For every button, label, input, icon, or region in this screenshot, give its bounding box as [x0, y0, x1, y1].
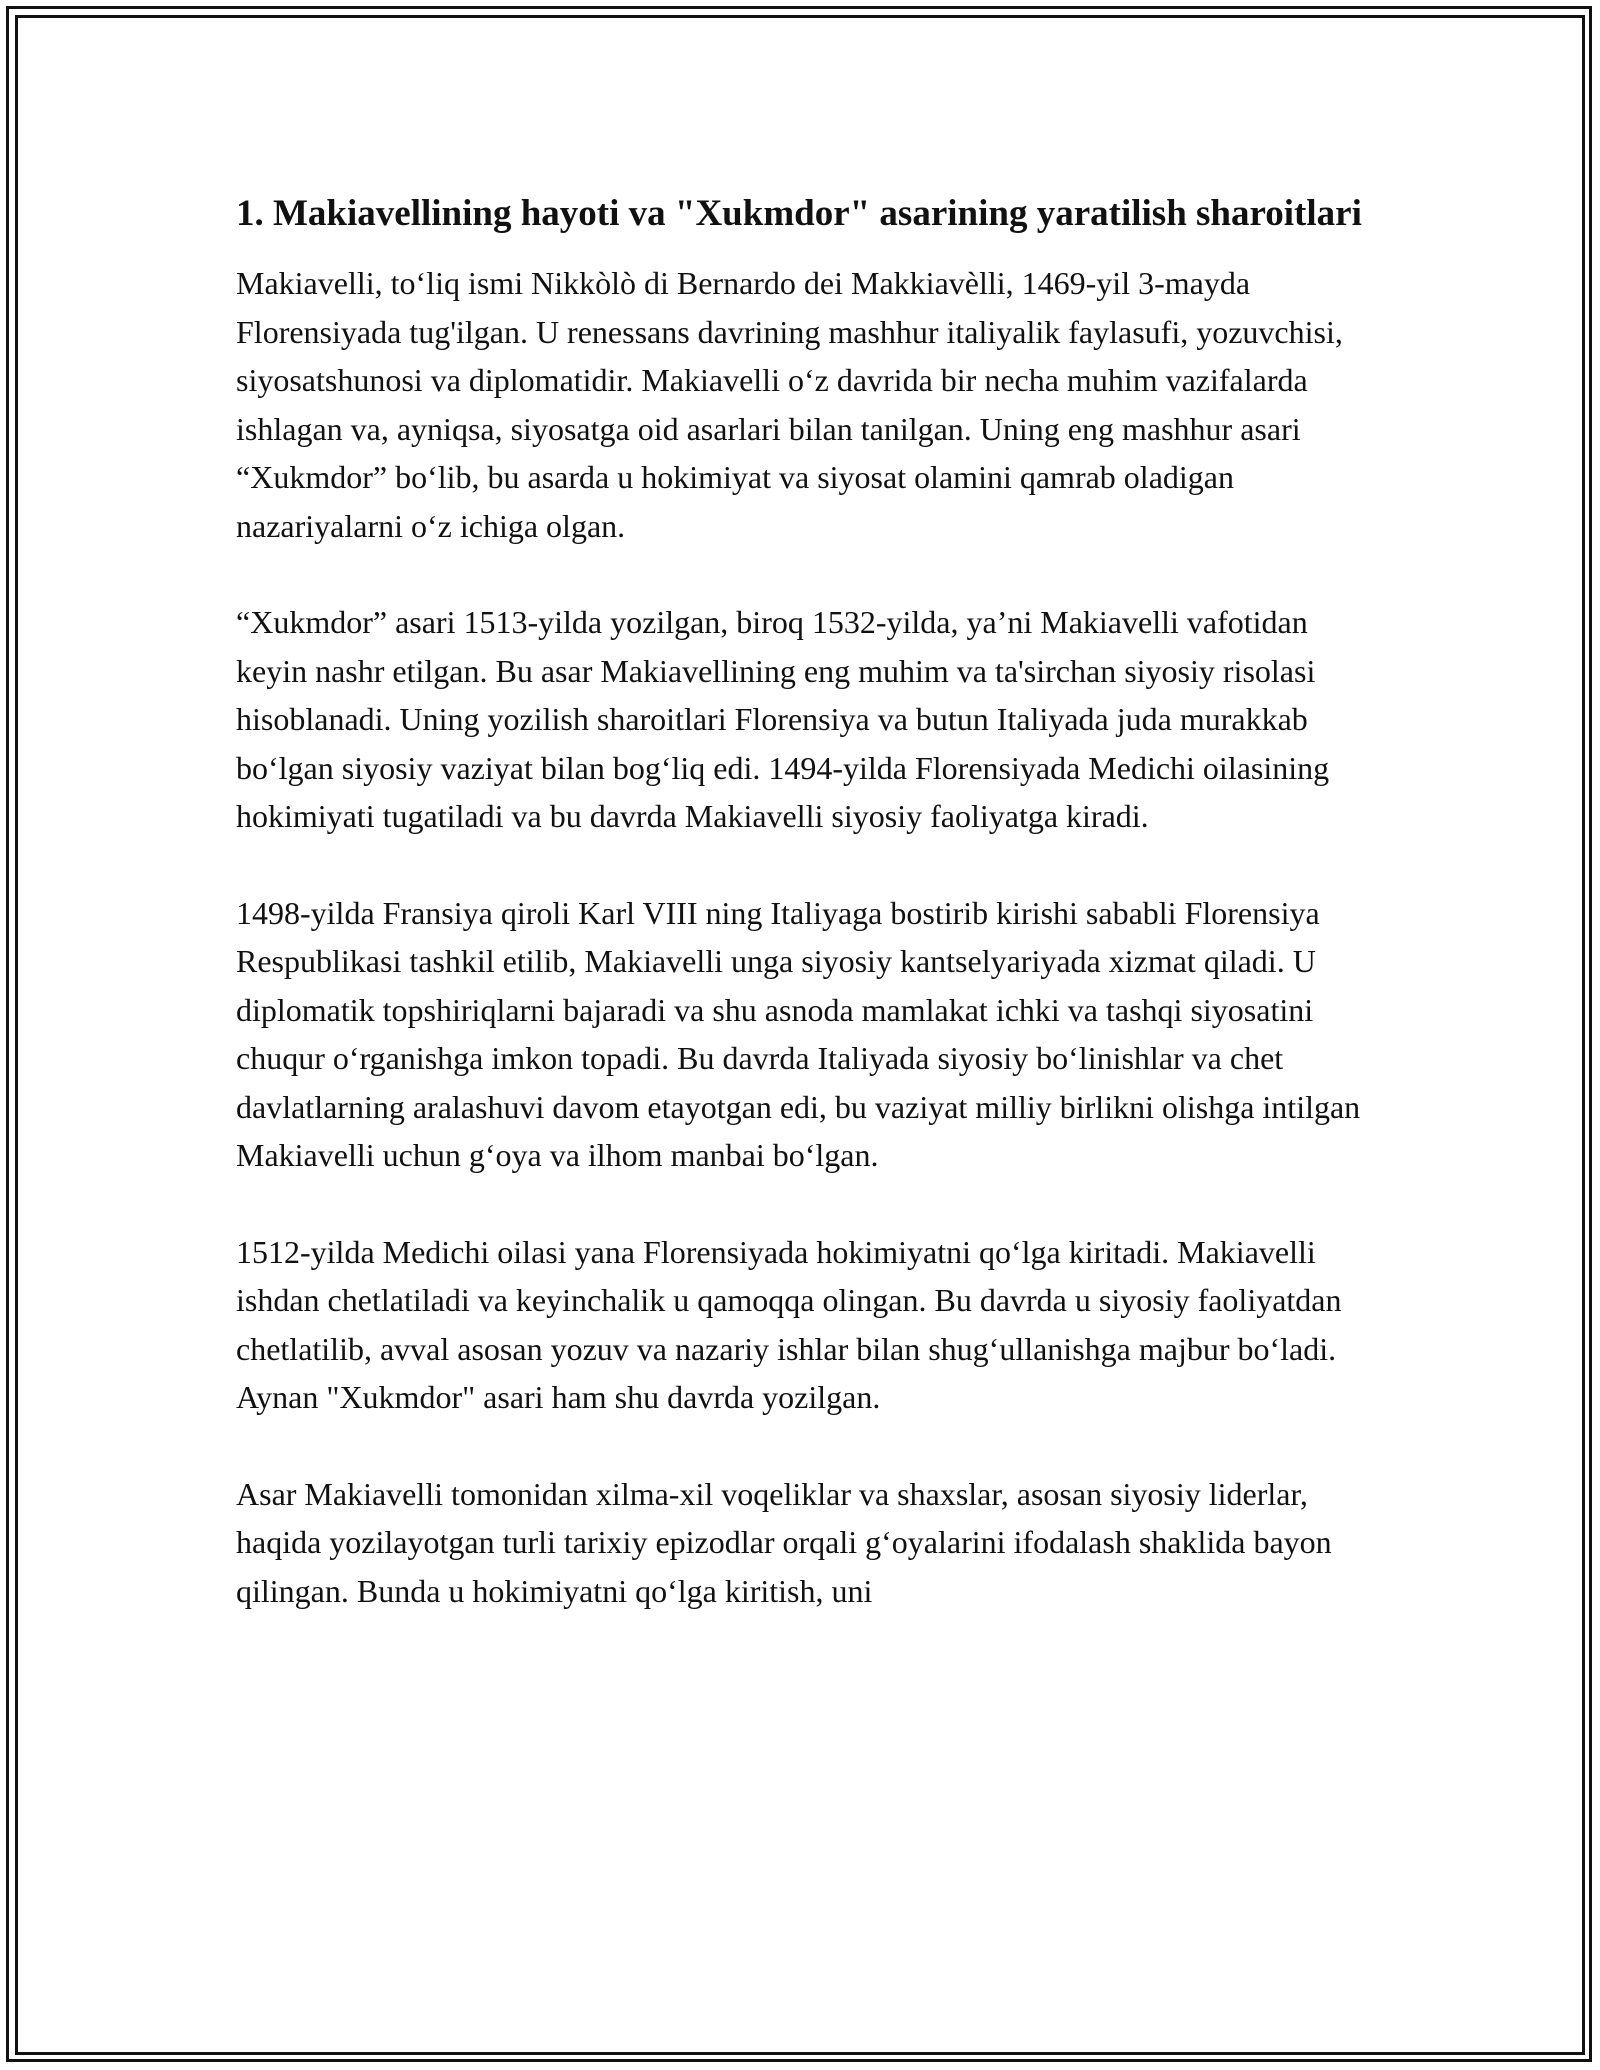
paragraph-3: 1498-yilda Fransiya qiroli Karl VIII ning Italiyaga bostirib kirishi sababli Florensiya Respublikasi tashkil etilib, Makiavelli unga siyosiy kantselyariyada xizmat qiladi. U diplomatik topshiriqlarni bajaradi va shu asnoda mamlakat ichki va tashqi siyosatini chuqur o‘rganishga imkon topadi. Bu davrda Italiyada siyosiy bo‘linishlar va chet davlatlarning aralashuvi davom etayotgan edi, bu vaziyat milliy birlikni olishga intilgan Makiavelli uchun g‘oya va ilhom manbai bo‘lgan. [236, 894, 1361, 1173]
paragraph-4: 1512-yilda Medichi oilasi yana Florensiyada hokimiyatni qo‘lga kiritadi. Makiavelli ishdan chetlatiladi va keyinchalik u qamoqqa olingan. Bu davrda u siyosiy faoliyatdan chetlatilib, avval asosan yozuv va nazariy ishlar bilan shug‘ullanishga majbur bo‘ladi. Aynan "Xukmdor" asari ham shu davrda yozilgan. [236, 1233, 1342, 1415]
paragraph-1: Makiavelli, to‘liq ismi Nikkòlò di Bernardo dei Makkiavèlli, 1469-yil 3-mayda Florensiyada tug'ilgan. U renessans davrining mashhur italiyalik faylasufi, yozuvchisi, siyosatshunosi va diplomatidir. Makiavelli o‘z davrida bir necha muhim vazifalarda ishlagan va, ayniqsa, siyosatga oid asarlari bilan tanilgan. Uning eng mashhur asari “Xukmdor” bo‘lib, bu asarda u hokimiyat va siyosat olamini qamrab oladigan nazariyalarni o‘z ichiga olgan. [236, 265, 1343, 544]
document-body [236, 186, 1366, 1663]
section-heading: 1. Makiavellining hayoti va "Xukmdor" asarining yaratilish sharoitlari [236, 193, 1362, 234]
paragraph-2: “Xukmdor” asari 1513-yilda yozilgan, biroq 1532-yilda, ya’ni Makiavelli vafotidan keyin nashr etilgan. Bu asar Makiavellining eng muhim va ta'sirchan siyosiy risolasi hisoblanadi. Uning yozilish sharoitlari Florensiya va butun Italiyada juda murakkab bo‘lgan siyosiy vaziyat bilan bog‘liq edi. 1494-yilda Florensiyada Medichi oilasining hokimiyati tugatiladi va bu davrda Makiavelli siyosiy faoliyatga kiradi. [236, 604, 1330, 834]
paragraph-5: Asar Makiavelli tomonidan xilma-xil voqeliklar va shaxslar, asosan siyosiy liderlar, haqida yozilayotgan turli tarixiy epizodlar orqali g‘oyalarini ifodalash shaklida bayon qilingan. Bunda u hokimiyatni qo‘lga kiritish, uni [236, 1475, 1332, 1609]
